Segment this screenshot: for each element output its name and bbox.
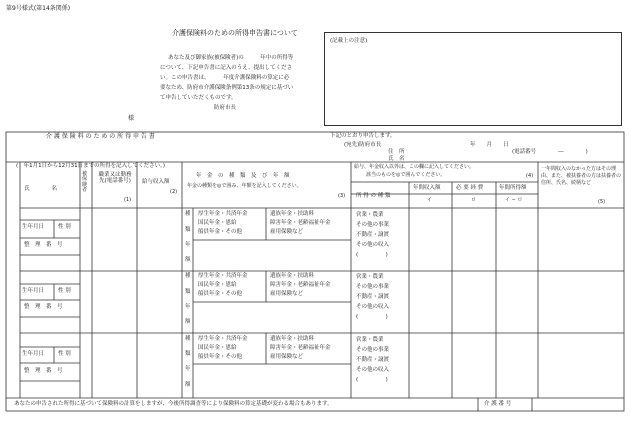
pension-option-1: 厚生年金・共済年金 [198, 336, 248, 342]
pension-option-5: 障害年金・老齢福祉年金 [270, 282, 331, 288]
notice-para-5: て申告していただくものです。 [160, 95, 237, 101]
form-number: 第9号様式(第14条関係) [6, 5, 71, 12]
header-net-mark: イ − ロ [505, 197, 523, 203]
income-kind-1: 営業・農業 [356, 337, 384, 343]
ref-label: 整 理 番 号 [24, 242, 63, 248]
income-kind-1: 営業・農業 [356, 274, 384, 280]
declaration-date: 年 月 日 [470, 142, 509, 148]
birth-label: 生年月日 [22, 288, 45, 294]
header-annual-mark: イ [427, 197, 433, 203]
header-none-no: (5) [598, 199, 606, 205]
pension-type-label-2: 類 [185, 227, 191, 233]
ref-label: 整 理 番 号 [24, 368, 63, 374]
income-kind-1: 営業・農業 [356, 212, 384, 218]
pension-option-3: 船員年金・その他 [198, 229, 243, 235]
care-number-label: 介 護 番 号 [484, 401, 512, 407]
birth-label: 生年月日 [22, 351, 45, 357]
income-kind-3: 不動産・譲渡 [356, 357, 390, 363]
header-net: 年間所得額 [499, 185, 527, 191]
sex-label: 性 別 [58, 224, 71, 230]
income-kind-4: その他の収入 [356, 304, 390, 310]
header-other: 給与、年金収入以外は、この欄に記入してください。 [354, 164, 475, 170]
pension-option-6: 雇用保険など [270, 354, 304, 360]
income-kind-5: ( ) [356, 377, 388, 383]
income-kind-5: ( ) [356, 252, 388, 258]
notice-para-1: あなた及び御家族(被保険者)の 年中の所得等 [168, 55, 294, 61]
care-number-field[interactable] [533, 399, 623, 410]
pension-option-1: 厚生年金・共済年金 [198, 211, 248, 217]
income-kind-2: その他の事業 [356, 347, 390, 353]
pension-type-label-2: 類 [185, 351, 191, 357]
income-kind-4: その他の収入 [356, 242, 390, 248]
income-kind-3: 不動産・譲渡 [356, 232, 390, 238]
header-expense: 必 要 経 費 [456, 185, 484, 191]
header-pension-sub: 年金の種類を◎で囲み、年額を記入してください。 [187, 183, 302, 189]
pension-amount-label-2: 額 [185, 382, 191, 388]
declaration-phone-label: (電話番号 ― ) [512, 149, 588, 155]
declaration-lead: 下記のとおり申告します。 [330, 133, 396, 139]
header-none: 一年間収入のなかった方はその理由、また、被扶養者の方は扶養者の住所、氏名、続柄など [541, 166, 622, 186]
notice-para-3: い。この申告書は、 年度介護保険料の算定に必 [160, 75, 290, 81]
header-other-sub: 該当のものを◎で囲んでください。 [366, 172, 446, 178]
header-insured-flag: 被保険者 [82, 171, 88, 193]
notice-para-4: 要なため、防府市介護保険条例第13条の規定に基づい [160, 85, 294, 91]
pension-option-2: 国民年金・恩給 [198, 282, 237, 288]
header-expense-mark: ロ [471, 197, 477, 203]
header-kind: 所 得 の 種 類 [356, 193, 391, 199]
pension-amount-label-2: 額 [185, 319, 191, 325]
declaration-address-label: 住 所 [388, 149, 405, 155]
sex-label: 性 別 [58, 288, 71, 294]
pension-option-2: 国民年金・恩給 [198, 345, 237, 351]
pension-amount-label: 年 [185, 366, 191, 372]
header-other-no: (4) [526, 173, 534, 179]
notice-title: 介護保険料のための所得申告書について [172, 29, 298, 37]
pension-option-6: 雇用保険など [270, 229, 304, 235]
declaration-title: 介 護 保 険 料 の た め の 所 得 申 告 書 [46, 133, 155, 140]
income-kind-2: その他の事業 [356, 222, 390, 228]
sex-label: 性 別 [58, 351, 71, 357]
notice-para-2: について、下記申告書に記入のうえ、提出してくださ [160, 65, 293, 71]
notice-honorific: 様 [128, 115, 135, 122]
income-kind-4: その他の収入 [356, 367, 390, 373]
header-pension-no: (3) [338, 193, 346, 199]
pension-option-5: 障害年金・老齢福祉年金 [270, 345, 331, 351]
header-name: 氏 名 [24, 186, 58, 192]
pension-amount-label-2: 額 [185, 257, 191, 263]
birth-label: 生年月日 [22, 224, 45, 230]
pension-type-label-2: 類 [185, 289, 191, 295]
header-annual: 年間収入額 [413, 185, 441, 191]
pension-amount-label: 年 [185, 242, 191, 248]
notes-box-title: (記載上の注意) [330, 38, 368, 44]
header-income-no: (2) [170, 189, 178, 195]
declaration-to: (宛先)防府市長 [344, 142, 382, 148]
pension-type-label: 種 [185, 211, 191, 217]
income-kind-3: 不動産・譲渡 [356, 294, 390, 300]
income-kind-5: ( ) [356, 314, 388, 320]
pension-option-4: 遺族年金・扶助料 [270, 211, 315, 217]
income-kind-2: その他の事業 [356, 284, 390, 290]
pension-option-6: 雇用保険など [270, 291, 304, 297]
footer-note: あなたの申告された所得に基づいて保険料の計算をしますが、今後所得調査等により保険料の算定基礎が変わる場合もあります。 [14, 401, 333, 407]
header-job-no: (1) [124, 197, 132, 203]
declaration-name-label: 氏 名 [388, 156, 405, 162]
header-income: 給与収入額 [142, 179, 170, 185]
pension-type-label: 種 [185, 336, 191, 342]
pension-option-2: 国民年金・恩給 [198, 220, 237, 226]
header-job: 職業又は勤務先(電話番号) [98, 172, 132, 185]
header-pension: 年 金 の 種 類 及 び 年 額 [196, 173, 290, 179]
ref-label: 整 理 番 号 [24, 304, 63, 310]
pension-option-3: 船員年金・その他 [198, 291, 243, 297]
pension-amount-label: 年 [185, 304, 191, 310]
pension-type-label: 種 [185, 273, 191, 279]
pension-option-4: 遺族年金・扶助料 [270, 273, 315, 279]
pension-option-4: 遺族年金・扶助料 [270, 336, 315, 342]
notice-signer: 防府市長 [214, 105, 237, 111]
pension-option-3: 船員年金・その他 [198, 354, 243, 360]
pension-option-5: 障害年金・老齢福祉年金 [270, 220, 331, 226]
pension-option-1: 厚生年金・共済年金 [198, 273, 248, 279]
declaration-period: ( 年1月1日から12月31日までの所得を記入してください。) [16, 163, 166, 169]
